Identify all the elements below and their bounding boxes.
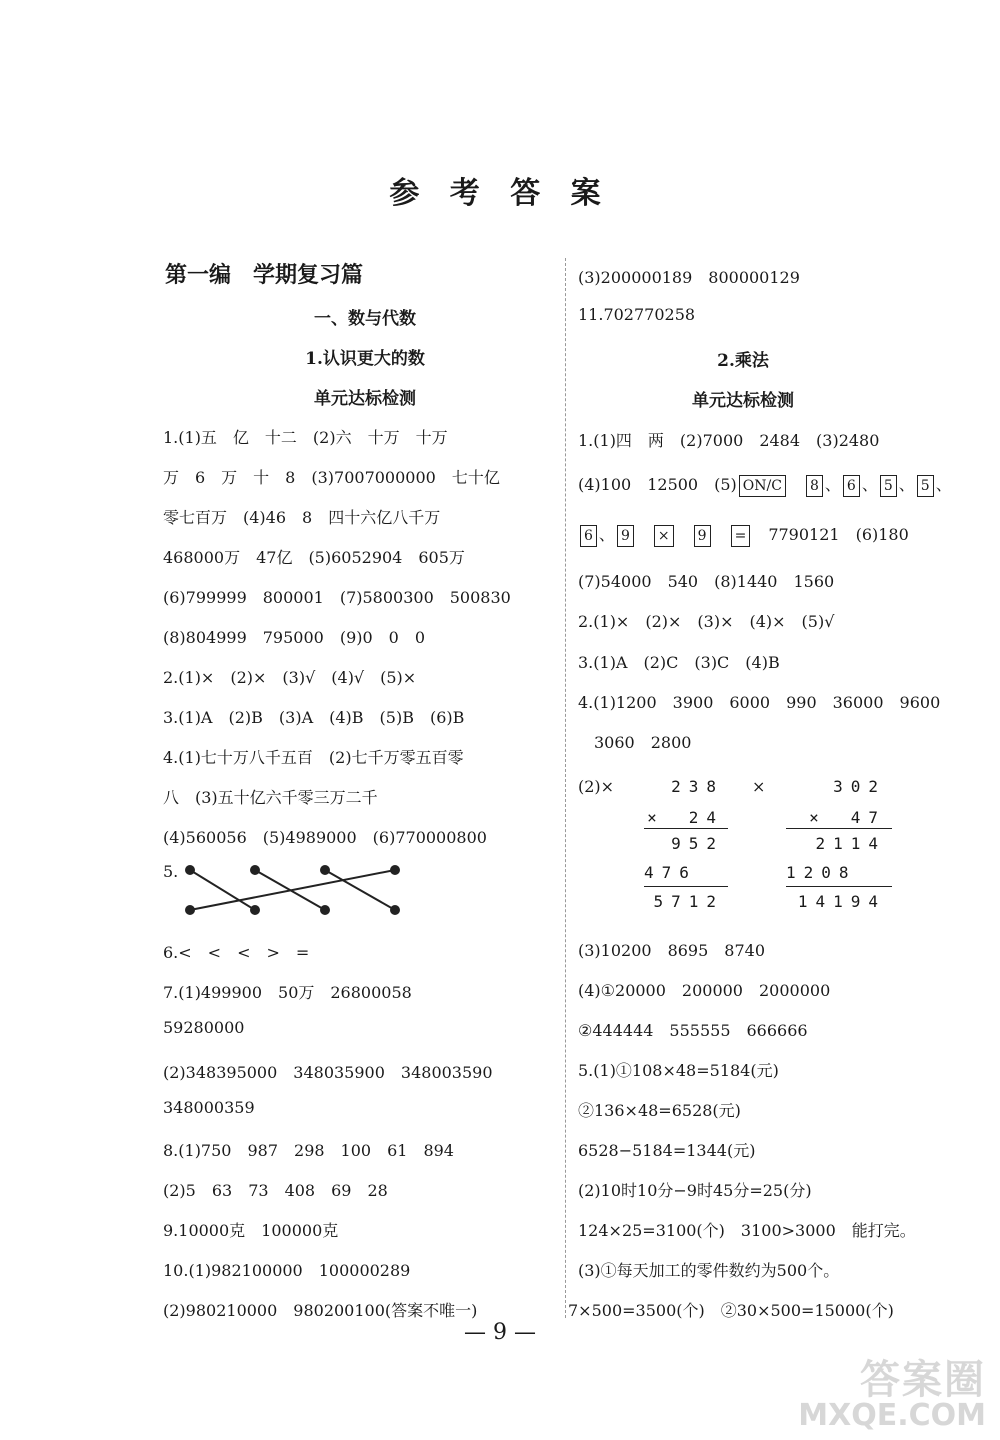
calc-row: 476 [644,863,697,882]
chapter-heading: 2.乘法 [717,351,769,371]
answer-line: 3.(1)A (2)B (3)A (4)B (5)B (6)B [163,708,465,727]
chapter-heading: 1.认识更大的数 [305,349,425,369]
answer-line: 1.(1)四 两 (2)7000 2484 (3)2480 [578,431,880,450]
answer-line: (2)5 63 73 408 69 28 [163,1181,388,1200]
calc-row: × 47 [809,808,886,827]
answer-line: 6.< < < > = [163,943,310,962]
answer-line: ②444444 555555 666666 [578,1021,808,1040]
answer-line: (3)200000189 800000129 [578,268,800,287]
match-dot [391,866,399,874]
answer-line: 59280000 [163,1018,245,1037]
calc-row: 2114 [815,834,886,853]
calculator-key: 5 [880,475,897,497]
calculator-key: 9 [694,525,711,547]
answer-line: 1.(1)五 亿 十二 (2)六 十万 十万 [163,428,448,447]
answer-line: (6)799999 800001 (7)5800300 500830 [163,588,511,607]
answer-line: (4)①20000 200000 2000000 [578,981,831,1000]
unit-heading: 单元达标检测 [314,389,416,409]
answer-line: (3)①每天加工的零件数约为500个。 [578,1261,840,1280]
answer-line: 124×25=3100(个) 3100>3000 能打完。 [578,1221,916,1240]
calculator-key: = [731,525,751,547]
answer-line: (2)980210000 980200100(答案不唯一) [163,1301,478,1320]
match-dot [251,866,259,874]
calculator-key: 6 [843,475,860,497]
watermark-url: MXQE.COM [798,1398,986,1433]
calculator-key: ON/C [739,475,786,497]
answer-line: 3060 2800 [594,733,692,752]
answer-line: 零七百万 (4)46 8 四十六亿八千万 [163,508,441,527]
match-line [255,870,325,910]
page-title: 参 考 答 案 [389,176,611,211]
match-dot [321,906,329,914]
watermark-logo: 答案圈 [860,1357,986,1403]
answer-line: 7×500=3500(个) ②30×500=15000(个) [568,1301,894,1320]
column-divider [565,258,566,1318]
match-dot [321,866,329,874]
calculator-key: 6 [580,525,597,547]
answer-text: 7790121 (6)180 [768,525,909,544]
answer-text: (4)100 12500 (5) [578,475,737,494]
answer-line: 9.10000克 100000克 [163,1221,339,1240]
question-5-label: 5. [163,862,179,881]
calc-row: × 24 [647,808,724,827]
page-number: — 9 — [464,1320,536,1345]
answer-line: 2.(1)× (2)× (3)× (4)× (5)√ [578,612,835,631]
answer-line: 348000359 [163,1098,255,1117]
matching-diagram [180,860,410,920]
answer-line: (2)348395000 348035900 348003590 [163,1063,493,1082]
calc-row: 1208 [786,863,857,882]
calc-rule [644,828,728,829]
answer-line: (8)804999 795000 (9)0 0 0 [163,628,426,647]
answer-line: (4)560056 (5)4989000 (6)770000800 [163,828,487,847]
match-dot [391,906,399,914]
unit-heading: 单元达标检测 [692,391,794,411]
answer-line: 7.(1)499900 50万 26800058 [163,983,412,1002]
answer-line: 5.(1)①108×48=5184(元) [578,1061,779,1080]
answer-line-with-keys: 6 、 9 × 9 = 7790121 (6)180 [578,522,909,547]
answer-line: 4.(1)七十万八千五百 (2)七千万零五百零 [163,748,464,767]
calc-row: 952 [671,834,724,853]
match-dot [186,866,194,874]
wrong-mark: × [752,777,766,796]
calc-row: 14194 [797,892,886,911]
part-heading: 一、数与代数 [314,309,416,329]
calculator-key: 9 [617,525,634,547]
match-dot [186,906,194,914]
calc-row: 5712 [653,892,724,911]
answer-line: 8.(1)750 987 298 100 61 894 [163,1141,454,1160]
answer-line: 2.(1)× (2)× (3)√ (4)√ (5)× [163,668,417,687]
answer-line: ②136×48=6528(元) [578,1101,741,1120]
answer-line: (7)54000 540 (8)1440 1560 [578,572,835,591]
calculator-key: 8 [806,475,823,497]
answer-line: 10.(1)982100000 100000289 [163,1261,411,1280]
calculator-key: 5 [917,475,934,497]
answer-line: 11.702770258 [578,305,696,324]
answer-line: 八 (3)五十亿六千零三万二千 [163,788,378,807]
calc-rule [644,886,728,887]
match-dot [251,906,259,914]
answer-line: (3)10200 8695 8740 [578,941,766,960]
calc-row: 238 [671,777,724,796]
answer-line: (2)10时10分−9时45分=25(分) [578,1181,812,1200]
answer-line: 万 6 万 十 8 (3)7007000000 七十亿 [163,468,500,487]
calc-rule [786,828,892,829]
calc-row: 302 [833,777,886,796]
answer-line: 4.(1)1200 3900 6000 990 36000 9600 [578,693,941,712]
answer-line-with-keys: (4)100 12500 (5) ON/C 8 、 6 、 5 、 5 、 [578,472,952,497]
answer-line: (2)× [578,777,615,796]
calc-rule [786,886,892,887]
answer-line: 468000万 47亿 (5)6052904 605万 [163,548,465,567]
calculator-key: × [654,525,674,547]
section-heading: 第一编 学期复习篇 [165,262,364,288]
answer-line: 3.(1)A (2)C (3)C (4)B [578,653,780,672]
answer-line: 6528−5184=1344(元) [578,1141,756,1160]
